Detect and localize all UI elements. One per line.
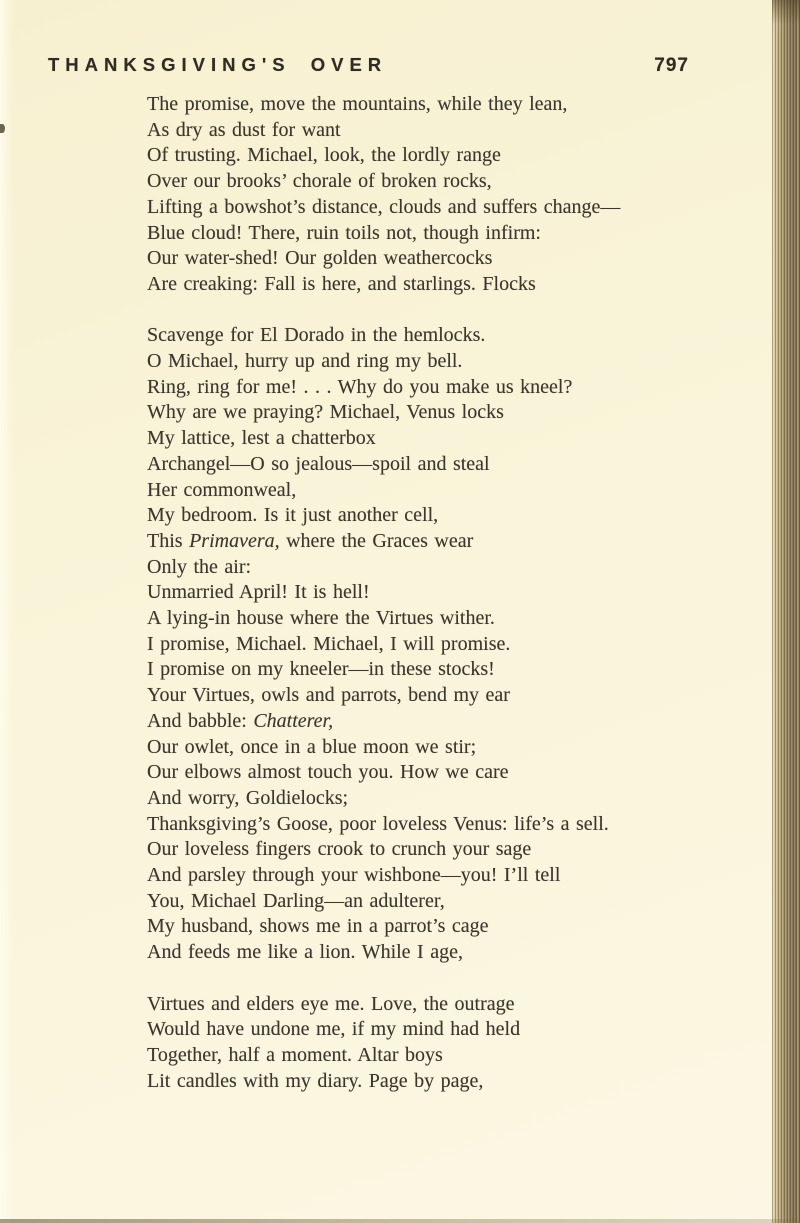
- poem-line: Your Virtues, owls and parrots, bend my ear: [147, 684, 510, 707]
- poem-line: Thanksgiving’s Goose, poor loveless Venus: life’s a sell.: [147, 812, 609, 835]
- poem-line: A lying-in house where the Virtues wither.: [147, 607, 495, 630]
- poem-line: Our owlet, once in a blue moon we stir;: [147, 735, 477, 758]
- poem-line: This Primavera, where the Graces wear: [147, 529, 474, 552]
- book-fore-edge: [772, 0, 800, 1223]
- stanza: [147, 992, 727, 1095]
- poem-line: And babble: Chatterer,: [147, 709, 334, 732]
- stanza: [147, 92, 727, 298]
- poem-line: Virtues and elders eye me. Love, the outrage: [147, 992, 515, 1015]
- poem: [147, 92, 727, 1094]
- page-number: 797: [654, 55, 689, 76]
- running-head: [48, 54, 705, 77]
- poem-line: Only the air:: [147, 555, 252, 578]
- poem-line: You, Michael Darling—an adulterer,: [147, 889, 445, 912]
- poem-line: My bedroom. Is it just another cell,: [147, 504, 439, 527]
- page-title: THANKSGIVING'S OVER: [48, 54, 388, 75]
- poem-line: As dry as dust for want: [147, 118, 341, 141]
- poem-line: Would have undone me, if my mind had held: [147, 1018, 521, 1041]
- poem-line: Her commonweal,: [147, 478, 297, 501]
- poem-line: I promise on my kneeler—in these stocks!: [147, 658, 495, 681]
- poem-line: Scavenge for El Dorado in the hemlocks.: [147, 324, 486, 347]
- poem-line: Of trusting. Michael, look, the lordly range: [147, 144, 501, 167]
- poem-line: Why are we praying? Michael, Venus locks: [147, 401, 504, 424]
- poem-line: My husband, shows me in a parrot’s cage: [147, 915, 489, 938]
- poem-line: Blue cloud! There, ruin toils not, though infirm:: [147, 221, 541, 244]
- poem-line: Together, half a moment. Altar boys: [147, 1043, 443, 1066]
- poem-line: I promise, Michael. Michael, I will promise.: [147, 632, 511, 655]
- poem-line: Our loveless fingers crook to crunch your sage: [147, 838, 532, 861]
- stanza: [147, 323, 727, 966]
- paper-blemish: [0, 124, 5, 133]
- poem-line: Lifting a bowshot’s distance, clouds and suffers change—: [147, 195, 621, 218]
- poem-line: And feeds me like a lion. While I age,: [147, 941, 463, 964]
- poem-line: Are creaking: Fall is here, and starlings. Flocks: [147, 272, 536, 295]
- poem-line: My lattice, lest a chatterbox: [147, 427, 376, 450]
- poem-line: Ring, ring for me! . . . Why do you make us kneel?: [147, 375, 573, 398]
- poem-line: Lit candles with my diary. Page by page,: [147, 1069, 484, 1092]
- poem-line: Archangel—O so jealous—spoil and steal: [147, 452, 490, 475]
- poem-line: Over our brooks’ chorale of broken rocks,: [147, 170, 492, 193]
- poem-line: O Michael, hurry up and ring my bell.: [147, 350, 463, 373]
- page-bottom-shadow: [0, 1219, 800, 1223]
- poem-line: The promise, move the mountains, while they lean,: [147, 93, 568, 115]
- poem-line: Our elbows almost touch you. How we care: [147, 761, 509, 784]
- poem-line: Our water-shed! Our golden weathercocks: [147, 247, 493, 270]
- poem-line: And parsley through your wishbone—you! I’ll tell: [147, 864, 561, 887]
- poem-line: Unmarried April! It is hell!: [147, 581, 370, 604]
- poem-line: And worry, Goldielocks;: [147, 786, 349, 809]
